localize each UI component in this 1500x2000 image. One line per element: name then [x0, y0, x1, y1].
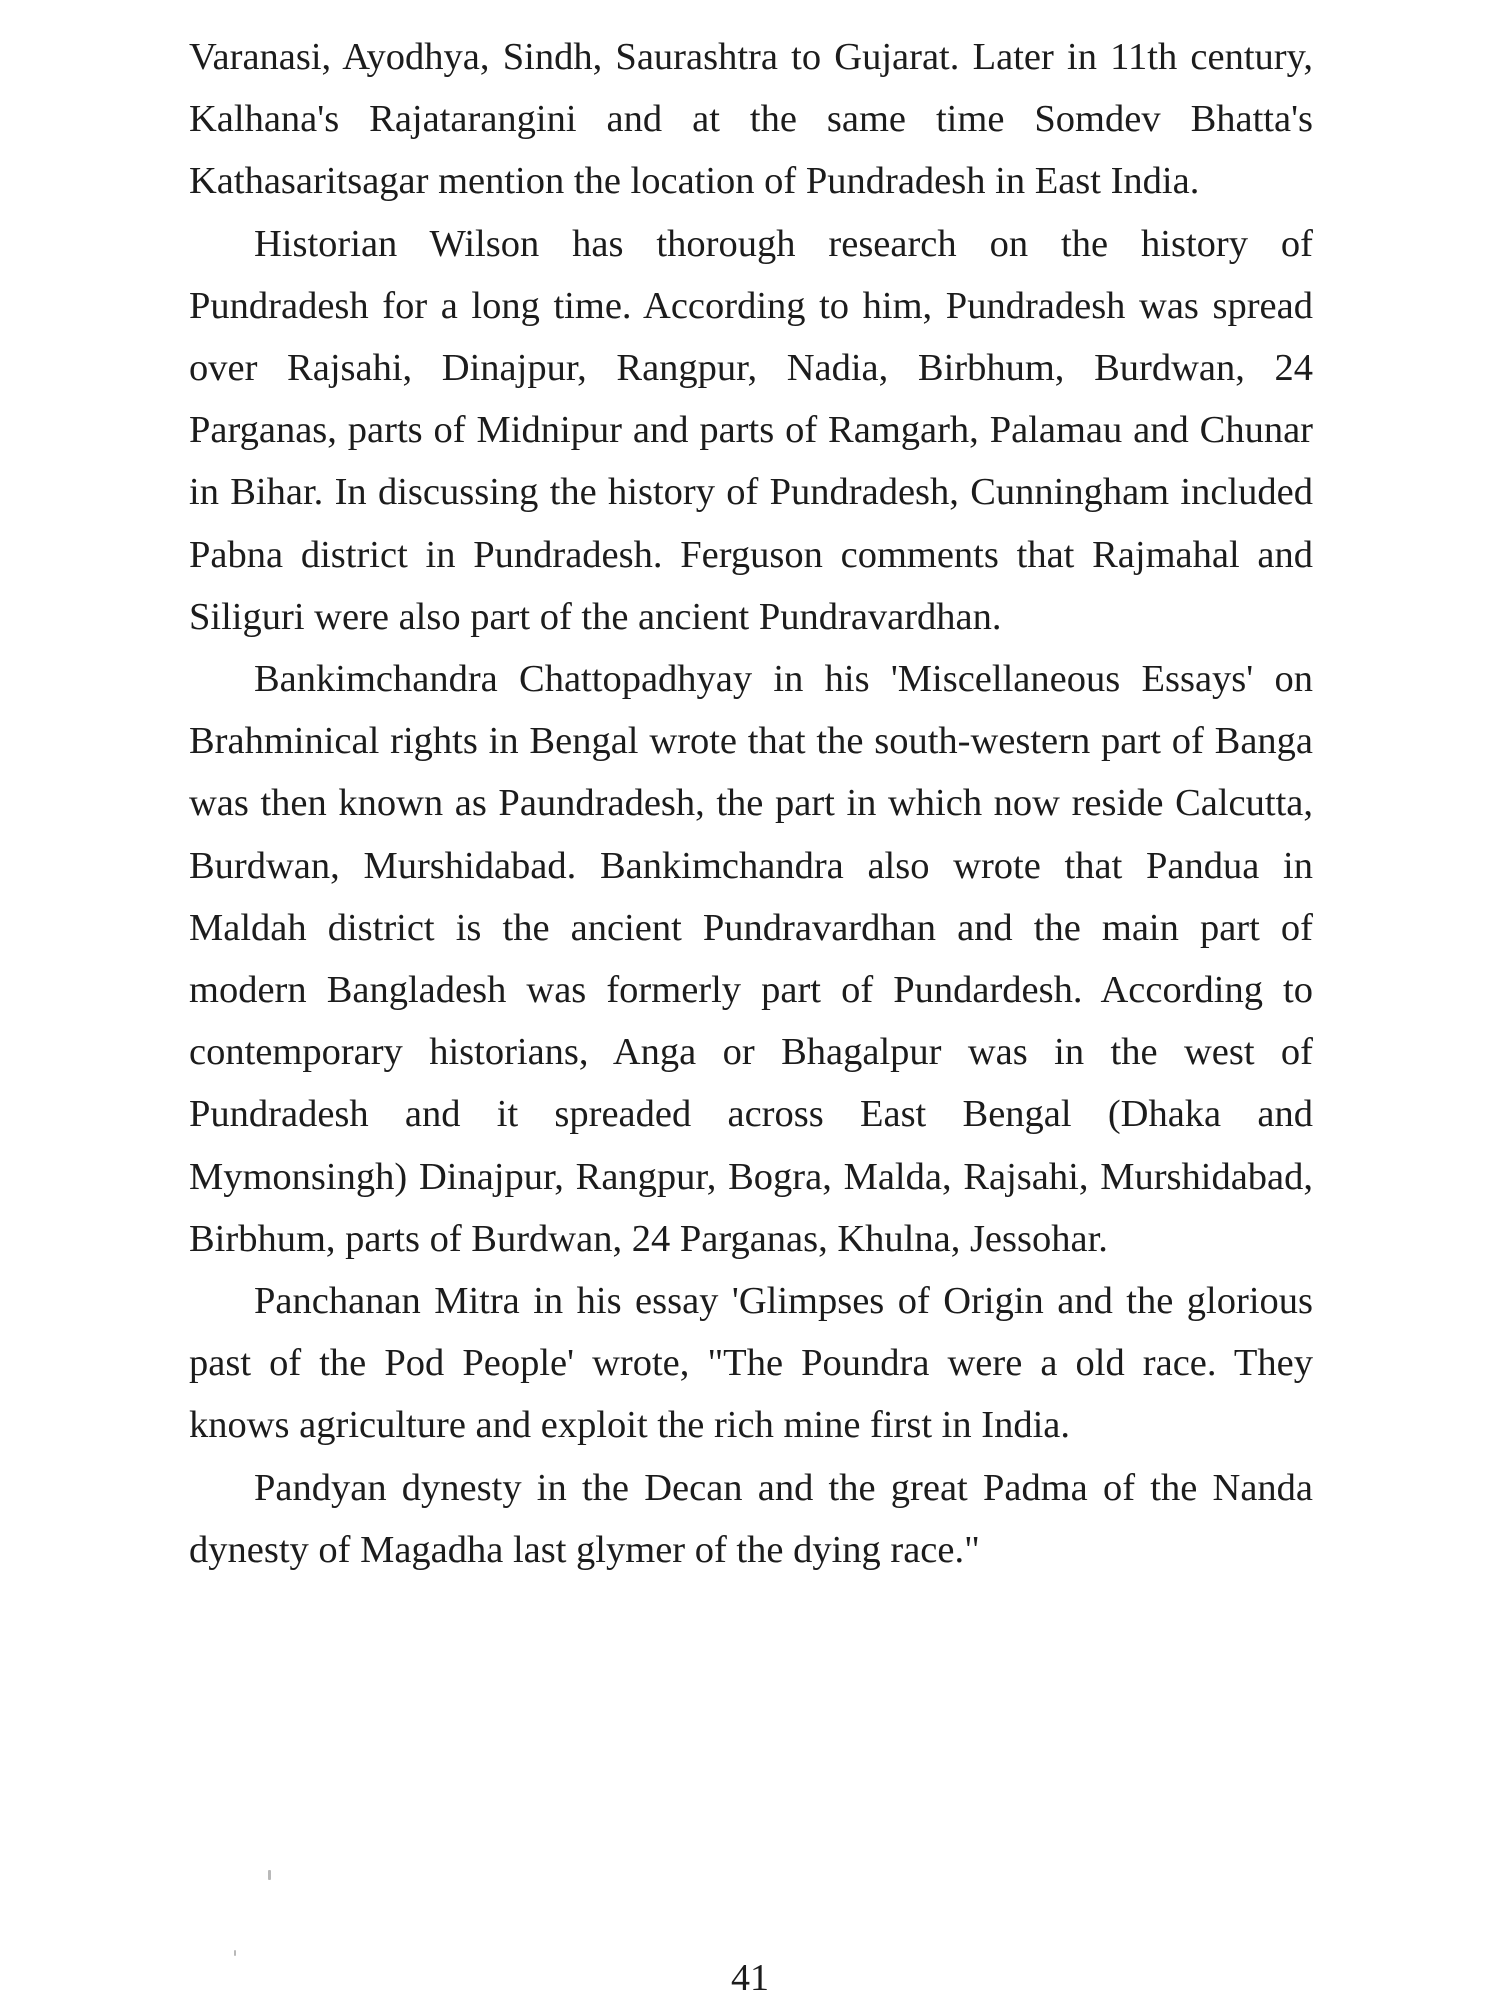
- paragraph-2: Historian Wilson has thorough research on the history of Pundradesh for a long time. According to him, Pundradesh was spread over Rajsahi, Dinajpur, Rangpur, Nadia, Birbhum, Burdwan, 24 Parganas, parts of Midnipur and parts of Ramgarh, Palamau and Chunar in Bihar. In discussing the history of Pundradesh, Cunningham included Pabna district in Pundradesh. Ferguson comments that Rajmahal and Siliguri were also part of the ancient Pundravardhan.: [189, 222, 1313, 638]
- paragraph-5: Pandyan dynesty in the Decan and the great Padma of the Nanda dynesty of Magadha last glymer of the dying race.": [189, 1466, 1313, 1571]
- scan-speck: [268, 1870, 271, 1880]
- scan-speck: [234, 1950, 236, 1956]
- body-text: [189, 26, 1313, 1581]
- paragraph-1: Varanasi, Ayodhya, Sindh, Saurashtra to Gujarat. Later in 11th century, Kalhana's Rajatarangini and at the same time Somdev Bhatta's Kathasaritsagar mention the location of Pundradesh in East India.: [189, 36, 1313, 203]
- page-number: 41: [731, 1957, 769, 1999]
- paragraph-4: Panchanan Mitra in his essay 'Glimpses of Origin and the glorious past of the Pod People' wrote, "The Poundra were a old race. They knows agriculture and exploit the rich mine first in India.: [189, 1280, 1313, 1447]
- paragraph-3: Bankimchandra Chattopadhyay in his 'Miscellaneous Essays' on Brahminical rights in Bengal wrote that the south-western part of Banga was then known as Paundradesh, the part in which now reside Calcutta, Burdwan, Murshidabad. Bankimchandra also wrote that Pandua in Maldah district is the ancient Pundravardhan and the main part of modern Bangladesh was formerly part of Pundardesh. According to contemporary historians, Anga or Bhagalpur was in the west of Pundradesh and it spreaded across East Bengal (Dhaka and Mymonsingh) Dinajpur, Rangpur, Bogra, Malda, Rajsahi, Murshidabad, Birbhum, parts of Burdwan, 24 Parganas, Khulna, Jessohar.: [189, 658, 1313, 1260]
